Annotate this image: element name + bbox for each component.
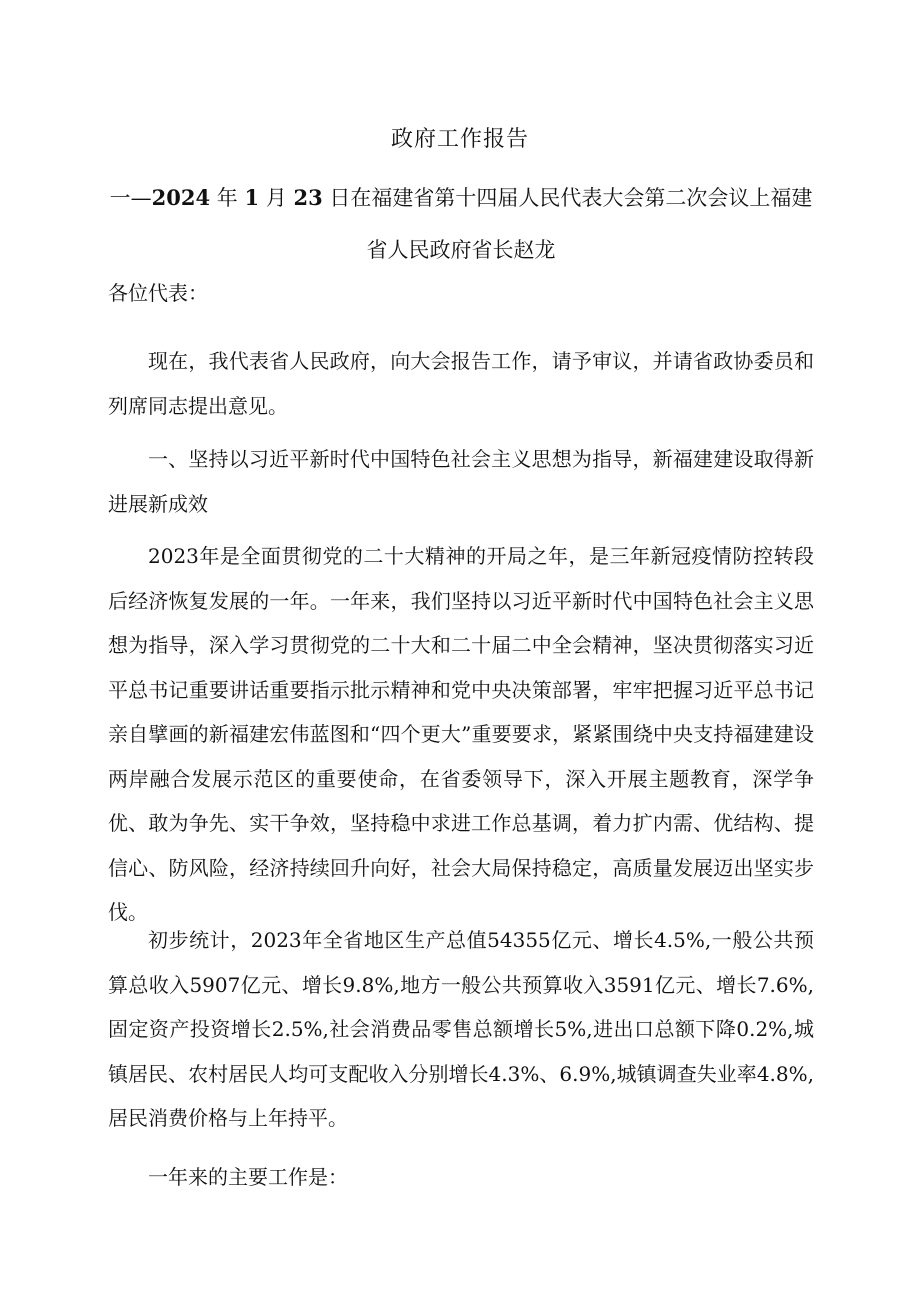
subtitle-month: 1 (244, 185, 260, 210)
report-subtitle (108, 172, 814, 276)
subtitle-day: 23 (293, 185, 323, 210)
subtitle-rest: 日在福建省第十四届人民代表大会第二次会议上福建省人民政府省长赵龙 (329, 186, 813, 262)
subtitle-year: 2024 (151, 185, 211, 210)
salutation: 各位代表： (108, 281, 208, 305)
subtitle-month-unit: 月 (265, 186, 287, 210)
body-paragraph: 初步统计，2023年全省地区生产总值54355亿元、增长4.5%,一般公共预算总收入5907亿元、增长9.8%,地方一般公共预算收入3591亿元、增长7.6%,固定资产投资增长2.5%,社会消费品零售总额增长5%,进出口总额下降0.2%,城镇居民、农村居民人均可支配收入分别增长4.3%、6.9%,城镇调查失业率4.8%,居民消费价格与上年持平。 (108, 928, 814, 1130)
subtitle-year-unit: 年 (216, 186, 238, 210)
subtitle-prefix: 一— (109, 186, 152, 210)
body-paragraph: 2023年是全面贯彻党的二十大精神的开局之年，是三年新冠疫情防控转段后经济恢复发展的一年。一年来，我们坚持以习近平新时代中国特色社会主义思想为指导，深入学习贯彻党的二十大和二十届二中全会精神，坚决贯彻落实习近平总书记重要讲话重要指示批示精神和党中央决策部署，牢牢把握习近平总书记亲自擘画的新福建宏伟蓝图和“四个更大”重要要求，紧紧围绕中央支持福建建设两岸融合发展示范区的重要使命，在省委领导下，深入开展主题教育，深学争优、敢为争先、实干争效，坚持稳中求进工作总基调，着力扩内需、优结构、提信心、防风险，经济持续回升向好，社会大局保持稳定，高质量发展迈出坚实步伐。 (108, 544, 814, 924)
body-paragraph: 一年来的主要工作是： (148, 1165, 348, 1189)
section-heading: 一、坚持以习近平新时代中国特色社会主义思想为指导，新福建建设取得新进展新成效 (108, 447, 814, 516)
report-title: 政府工作报告 (390, 127, 529, 152)
body-paragraph: 现在，我代表省人民政府，向大会报告工作，请予审议，并请省政协委员和列席同志提出意见。 (108, 349, 814, 418)
